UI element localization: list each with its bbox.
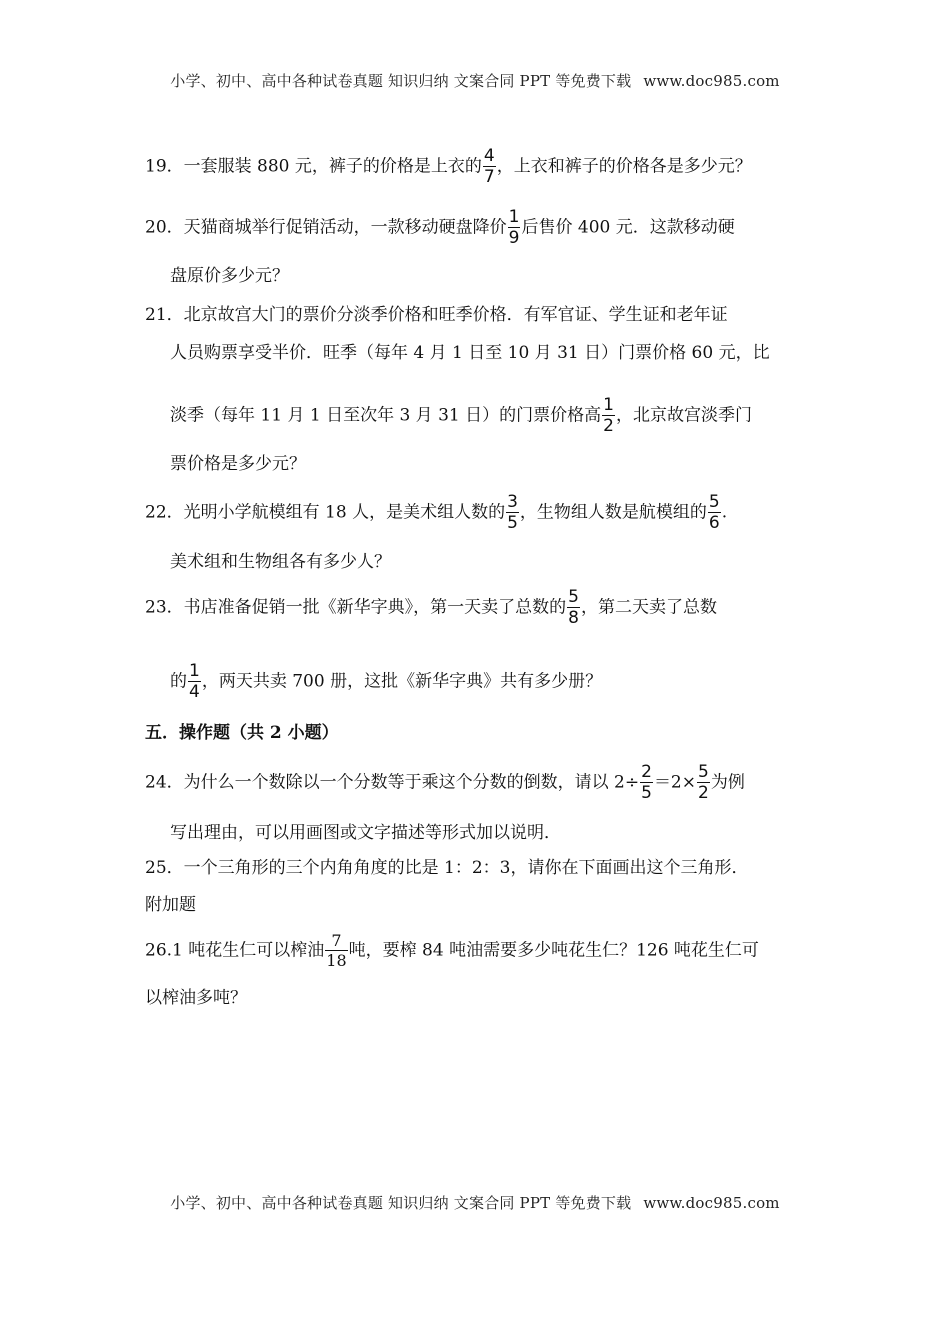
question-23: 23．书店准备促销一批《新华字典》，第一天卖了总数的 $\frac{5}{8}$ ，第二天卖了总数 — [145, 587, 717, 628]
footer-url: www.doc985.com — [643, 1194, 780, 1212]
question-24-cont: 写出理由，可以用画图或文字描述等形式加以说明． — [170, 823, 561, 843]
question-26-cont: 以榨油多吨？ — [145, 988, 247, 1008]
fraction: $\frac{1}{2}$ — [603, 395, 614, 436]
fraction: $\frac{4}{7}$ — [483, 146, 495, 187]
extra-heading: 附加题 — [145, 895, 196, 915]
question-20: 20．天猫商城举行促销活动，一款移动硬盘降价 $\frac{1}{9}$ 后售价 400 元．这款移动硬 — [145, 207, 735, 248]
fraction: $\frac{5}{8}$ — [568, 587, 579, 628]
question-21-cont-2: 淡季（每年 11 月 1 日至次年 3 月 31 日）的门票价格高 $\frac{1}{2}$ ，北京故宫淡季门 — [170, 395, 752, 436]
fraction: $\frac{5}{6}$ — [708, 492, 720, 533]
question-21-cont-1: 人员购票享受半价．旺季（每年 4 月 1 日至 10 月 31 日）门票价格 60 元，比 — [170, 343, 770, 363]
fraction: $\frac{1}{4}$ — [189, 661, 200, 702]
question-21-cont-3: 票价格是多少元？ — [170, 454, 306, 474]
fraction: $\frac{7}{18}$ — [326, 931, 347, 970]
fraction: $\frac{3}{5}$ — [507, 492, 518, 533]
footer-text: 小学、初中、高中各种试卷真题 知识归纳 文案合同 PPT 等免费下载 — [170, 1194, 632, 1212]
question-19: 19．一套服装 880 元，裤子的价格是上衣的 $\frac{4}{7}$ ，上衣和裤子的价格各是多少元？ — [145, 146, 752, 187]
question-26: 26.1 吨花生仁可以榨油 $\frac{7}{18}$ 吨，要榨 84 吨油需要多少吨花生仁？126 吨花生仁可 — [145, 931, 759, 970]
question-22: 22．光明小学航模组有 18 人，是美术组人数的 $\frac{3}{5}$ ，生物组人数是航模组的 $\frac{5}{6}$ . — [145, 492, 728, 533]
page-header — [0, 70, 950, 91]
section-heading: 五．操作题（共 2 小题） — [145, 723, 339, 743]
page-footer — [0, 1192, 950, 1213]
fraction: $\frac{2}{5}$ — [641, 762, 652, 803]
fraction: $\frac{1}{9}$ — [508, 207, 520, 248]
header-text: 小学、初中、高中各种试卷真题 知识归纳 文案合同 PPT 等免费下载 — [170, 72, 632, 90]
question-25: 25．一个三角形的三个内角角度的比是 1：2：3，请你在下面画出这个三角形． — [145, 858, 749, 878]
question-23-cont: 的 $\frac{1}{4}$ ，两天共卖 700 册，这批《新华字典》共有多少册？ — [170, 661, 603, 702]
question-20-cont: 盘原价多少元？ — [170, 266, 289, 286]
question-22-cont: 美术组和生物组各有多少人？ — [170, 552, 391, 572]
fraction: $\frac{5}{2}$ — [698, 762, 709, 803]
question-24: 24．为什么一个数除以一个分数等于乘这个分数的倒数，请以 2÷ $\frac{2}{5}$ ＝2× $\frac{5}{2}$ 为例 — [145, 762, 745, 803]
header-url: www.doc985.com — [643, 72, 780, 90]
question-21: 21．北京故宫大门的票价分淡季价格和旺季价格．有军官证、学生证和老年证 — [145, 305, 728, 325]
